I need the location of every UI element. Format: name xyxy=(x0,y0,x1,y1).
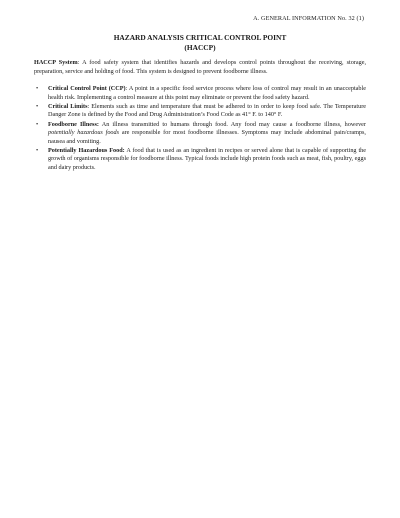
definition-term: Potentially Hazardous Food: xyxy=(48,146,125,154)
definition-item-potentially-hazardous-food xyxy=(36,146,367,173)
definition-term: Foodborne Illness: xyxy=(48,120,99,128)
definition-term: Critical Control Point (CCP) xyxy=(48,85,126,93)
intro-paragraph xyxy=(34,59,366,76)
definition-text-continued: are responsible for most foodborne illnesses. Symptoms may include abdominal pain/cramps, nausea and vomiting. xyxy=(48,129,366,145)
definition-text: : Elements such as time and temperature that must be adhered to in order to keep food safe. The Temperature Danger Zone is defined by the Food and Drug Administration’s Food Code as 41° F. to 140° F. xyxy=(48,102,366,119)
bullet-icon: • xyxy=(36,120,39,128)
bullet-icon: • xyxy=(36,102,39,110)
definition-item-critical-limits xyxy=(36,102,366,120)
definition-text: A food that is used as an ingredient in recipes or served alone that is capable of supporting the growth of organisms responsible for foodborne illness. Typical foods include high protein foods such as meat, fish, poultry, eggs and dairy products. xyxy=(48,146,367,172)
bullet-icon: • xyxy=(36,85,39,93)
definition-term: Critical Limits xyxy=(48,102,88,110)
intro-text: : A food safety system that identifies hazards and develops control points throughout the receiving, storage, preparation, service and holding of food. This system is designed to prevent foodborne illness. xyxy=(34,59,367,75)
document-reference-header: A. GENERAL INFORMATION No. 32 (1) xyxy=(253,15,364,22)
definition-emphasis: potentially hazardous foods xyxy=(48,129,120,137)
document-title xyxy=(34,33,366,53)
definitions-list xyxy=(34,85,366,172)
intro-term: HACCP System xyxy=(34,59,78,66)
definition-text: : A point in a specific food service process where loss of control may result in an unacceptable health risk. Implementing a control measure at this point may eliminate or prevent the food safety hazard. xyxy=(48,85,366,101)
title-line-1: HAZARD ANALYSIS CRITICAL CONTROL POINT xyxy=(113,33,287,42)
definition-item-foodborne-illness xyxy=(36,120,366,147)
definition-item-ccp xyxy=(36,85,366,102)
definition-text: An illness transmitted to humans through food. Any food may cause a foodborne illness, however xyxy=(98,120,366,128)
title-line-2: (HACCP) xyxy=(184,43,216,52)
bullet-icon: • xyxy=(36,146,39,154)
